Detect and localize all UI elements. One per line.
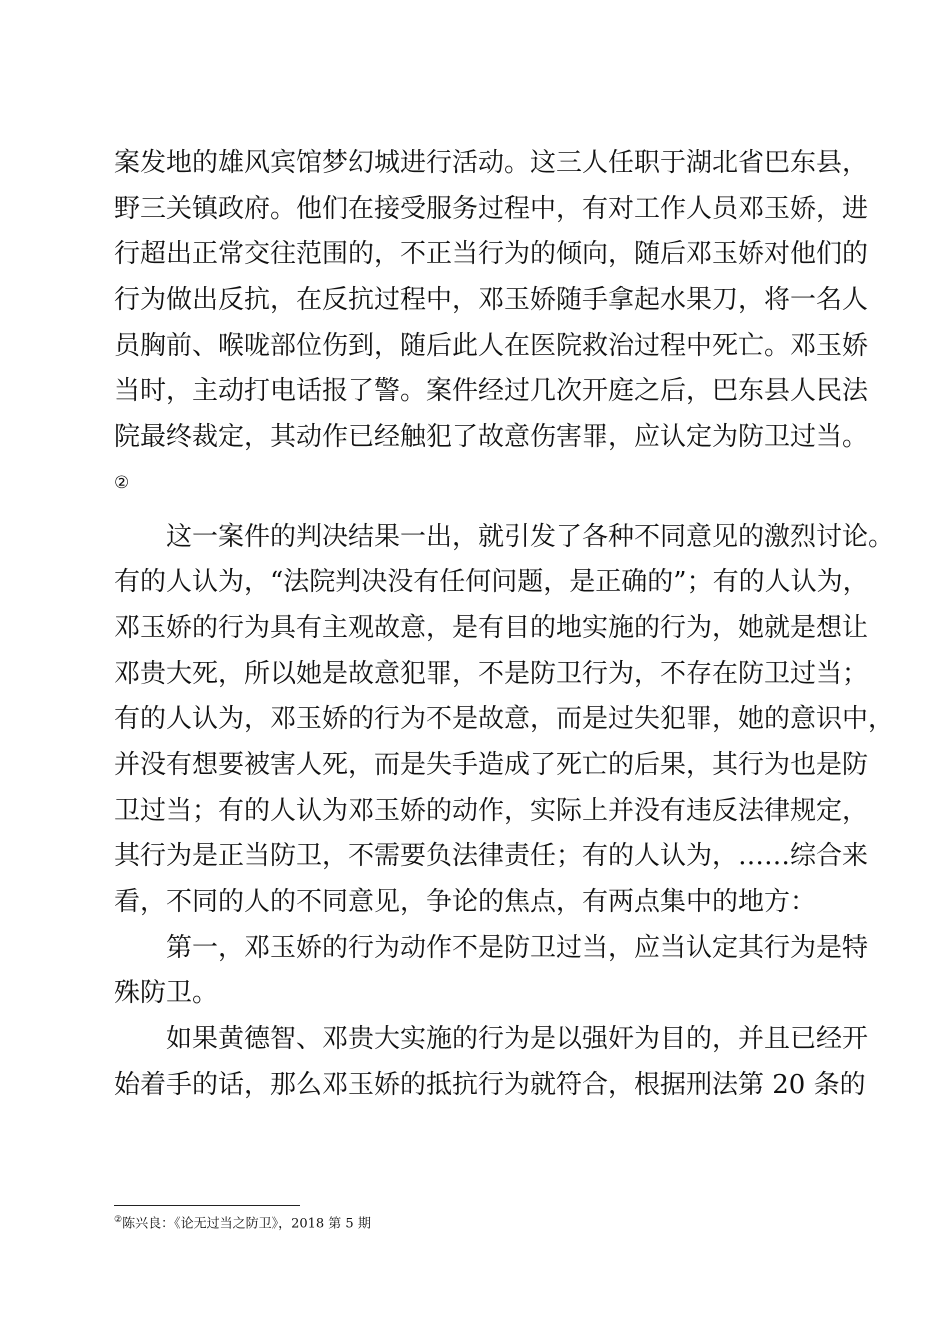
text-line: 第一，邓玉娇的行为动作不是防卫过当，应当认定其行为是特: [166, 932, 869, 963]
footnote-reference[interactable]: ②: [114, 472, 130, 493]
text-line: 如果黄德智、邓贵大实施的行为是以强奸为目的，并且已经开: [166, 1024, 869, 1055]
text-line: 邓贵大死，所以她是故意犯罪，不是防卫行为，不存在防卫过当；: [114, 658, 869, 689]
text-line: 始着手的话，那么邓玉娇的抵抗行为就符合，根据刑法第 20 条的: [114, 1069, 866, 1100]
footnote-text: 陈兴良：《论无过当之防卫》，2018 第 5 期: [122, 1216, 371, 1232]
text-line: 院最终裁定，其动作已经触犯了故意伤害罪，应认定为防卫过当。: [114, 422, 869, 453]
paragraph-4: [114, 1017, 874, 1108]
paragraph-gap: [114, 507, 874, 515]
paragraph-1: [114, 141, 874, 507]
text-line: 看，不同的人的不同意见，争论的焦点，有两点集中的地方：: [114, 887, 817, 917]
text-line: 并没有想要被害人死，而是失手造成了死亡的后果，其行为也是防: [114, 749, 869, 780]
text-line: 殊防卫。: [114, 978, 219, 1009]
text-line: 这一案件的判决结果一出，就引发了各种不同意见的激烈讨论。: [166, 521, 895, 552]
body-text: [114, 141, 895, 1108]
text-line: 卫过当；有的人认为邓玉娇的动作，实际上并没有违反法律规定，: [114, 795, 869, 826]
footnote-divider: [114, 1205, 300, 1206]
paragraph-2: [114, 515, 895, 926]
text-line: 野三关镇政府。他们在接受服务过程中，有对工作人员邓玉娇，进: [114, 193, 869, 224]
text-line: 当时，主动打电话报了警。案件经过几次开庭之后，巴东县人民法: [114, 376, 869, 407]
text-line: 有的人认为，邓玉娇的行为不是故意，而是过失犯罪，她的意识中，: [114, 704, 895, 735]
text-line: 其行为是正当防卫，不需要负法律责任；有的人认为，……综合来: [114, 841, 869, 872]
text-line: 员胸前、喉咙部位伤到，随后此人在医院救治过程中死亡。邓玉娇: [114, 330, 869, 361]
text-line: 案发地的雄风宾馆梦幻城进行活动。这三人任职于湖北省巴东县，: [114, 148, 869, 178]
text-line: 行为做出反抗，在反抗过程中，邓玉娇随手拿起水果刀，将一名人: [114, 285, 869, 316]
text-line: 有的人认为，“法院判决没有任何问题，是正确的”；有的人认为，: [114, 567, 869, 598]
paragraph-3: [114, 926, 874, 1017]
text-line: 行超出正常交往范围的，不正当行为的倾向，随后邓玉娇对他们的: [114, 239, 869, 270]
footnote-mark: ②: [114, 1215, 123, 1225]
text-line: 邓玉娇的行为具有主观故意，是有目的地实施的行为，她就是想让: [114, 612, 869, 643]
footnote: [114, 1210, 371, 1234]
